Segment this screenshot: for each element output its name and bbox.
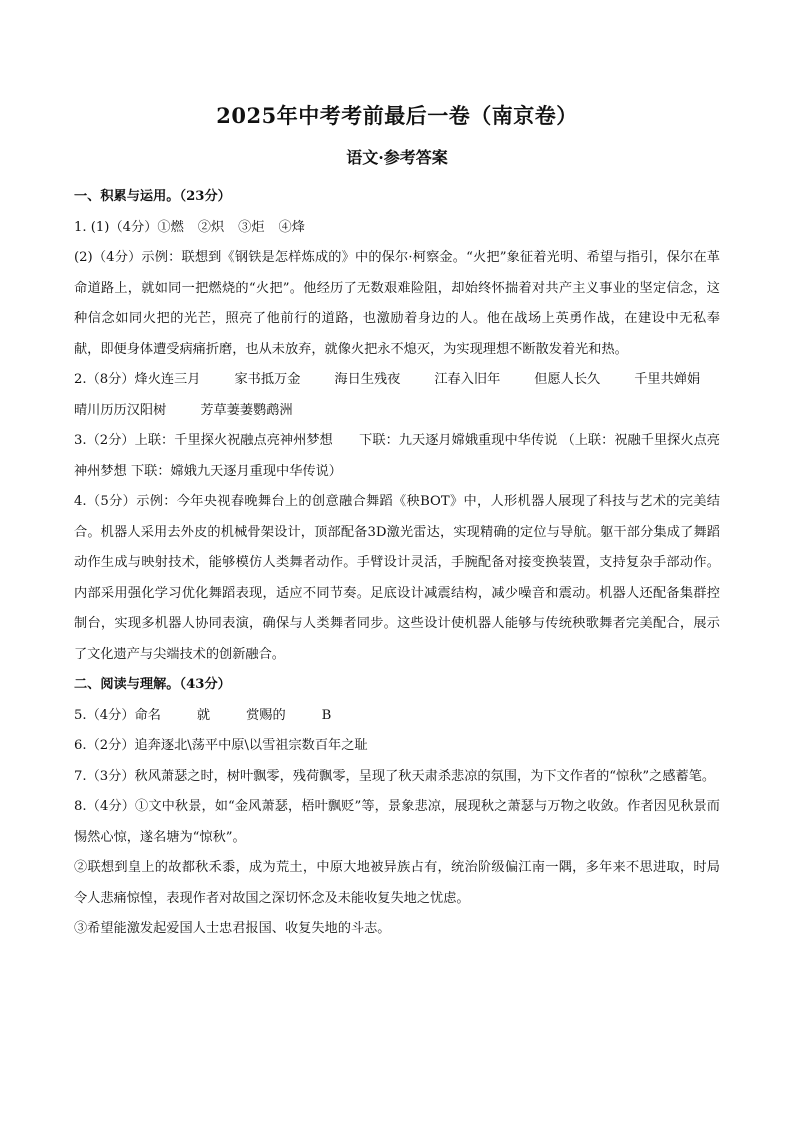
answer-item: ③炬 bbox=[238, 219, 265, 235]
answer-item: 烽火连三月 bbox=[134, 372, 201, 387]
answer-item: 江春入旧年 bbox=[434, 372, 501, 387]
answer-item: 千里共婵娟 bbox=[634, 372, 701, 387]
answer-item: ①燃 bbox=[157, 219, 184, 235]
question-3: 3.（2分）上联：千里探火祝融点亮神州梦想 下联：九天逐月嫦娥重现中华传说 （上联：祝融千里探火点亮神州梦想 下联：嫦娥九天逐月重现中华传说） bbox=[74, 433, 720, 479]
question-8-part-2: ②联想到皇上的故都秋禾黍，成为荒土，中原大地被异族占有，统治阶级偏江南一隅，多年来不思进取，时局令人悲痛惊惶，表现作者对故国之深切怀念及未能收复失地之忧虑。 bbox=[74, 860, 720, 906]
question-8-part-1: 8.（4分）①文中秋景，如“金风萧瑟，梧叶飘贬”等，景象悲凉，展现秋之萧瑟与万物之收敛。作者因见秋景而惕然心惊，遂名塘为“惊秋”。 bbox=[74, 799, 720, 845]
answer-item: 晴川历历汉阳树 bbox=[74, 402, 167, 418]
question-6: 6.（2分）追奔逐北\荡平中原\以雪祖宗数百年之耻 bbox=[74, 738, 368, 753]
question-5 bbox=[74, 701, 720, 732]
question-1-2: (2)（4分）示例：联想到《钢铁是怎样炼成的》中的保尔·柯察金。“火把”象征着光明、希望与指引，保尔在革命道路上，就如同一把燃烧的“火把”。他经历了无数艰难险阻，却始终怀揣着对共产主义事业的坚定信念，这种信念如同火把的光芒，照亮了他前行的道路，也激励着身边的人。他在战场上英勇作战，在建设中无私奉献，即便身体遭受病痛折磨，也从未放弃，就像火把永不熄灭，为实现理想不断散发着光和热。 bbox=[74, 250, 720, 357]
question-label: 2.（8分） bbox=[74, 372, 135, 387]
answer-item: 命名 bbox=[134, 707, 161, 723]
page-title: 2025年中考考前最后一卷（南京卷） bbox=[216, 103, 578, 128]
section-heading-reading: 二、阅读与理解。（43分） bbox=[74, 677, 231, 692]
page-subtitle: 语文·参考答案 bbox=[346, 148, 448, 167]
answer-item: 就 bbox=[196, 707, 211, 723]
question-label: 5.（4分） bbox=[74, 707, 135, 723]
answer-item: B bbox=[321, 707, 332, 723]
answer-item: 家书抵万金 bbox=[234, 372, 301, 387]
answer-item: 赏赐的 bbox=[246, 707, 286, 723]
question-2 bbox=[74, 365, 720, 426]
question-label: 1. (1)（4分） bbox=[74, 219, 158, 235]
answer-item: 但愿人长久 bbox=[534, 372, 601, 387]
question-4: 4.（5分）示例：今年央视春晚舞台上的创意融合舞蹈《秧BOT》中，人形机器人展现了科技与艺术的完美结合。机器人采用去外皮的机械骨架设计，顶部配备3D激光雷达，实现精确的定位与导航。躯干部分集成了舞蹈动作生成与映射技术，能够模仿人类舞者动作。手臂设计灵活，手腕配备对接变换装置，支持复杂手部动作。内部采用强化学习优化舞蹈表现，适应不同节奏。足底设计减震结构，减少噪音和震动。机器人还配备集群控制台，实现多机器人协同表演，确保与人类舞者同步。这些设计使机器人能够与传统秧歌舞者完美配合，展示了文化遗产与尖端技术的创新融合。 bbox=[74, 494, 720, 662]
answer-item: ②炽 bbox=[197, 219, 225, 235]
question-1-1 bbox=[74, 213, 720, 244]
answer-item: 海日生残夜 bbox=[334, 372, 401, 387]
section-heading-accumulation: 一、积累与运用。（23分） bbox=[74, 189, 231, 204]
question-8-part-3: ③希望能激发起爱国人士忠君报国、收复失地的斗志。 bbox=[74, 921, 391, 936]
question-7: 7.（3分）秋风萧瑟之时，树叶飘零，残荷飘零，呈现了秋天肃杀悲凉的氛围，为下文作者的“惊秋”之感蓄笔。 bbox=[74, 768, 716, 784]
answer-item: ④烽 bbox=[278, 219, 305, 235]
answer-item: 芳草萋萋鹦鹉洲 bbox=[200, 402, 293, 418]
answer-content bbox=[74, 182, 720, 945]
